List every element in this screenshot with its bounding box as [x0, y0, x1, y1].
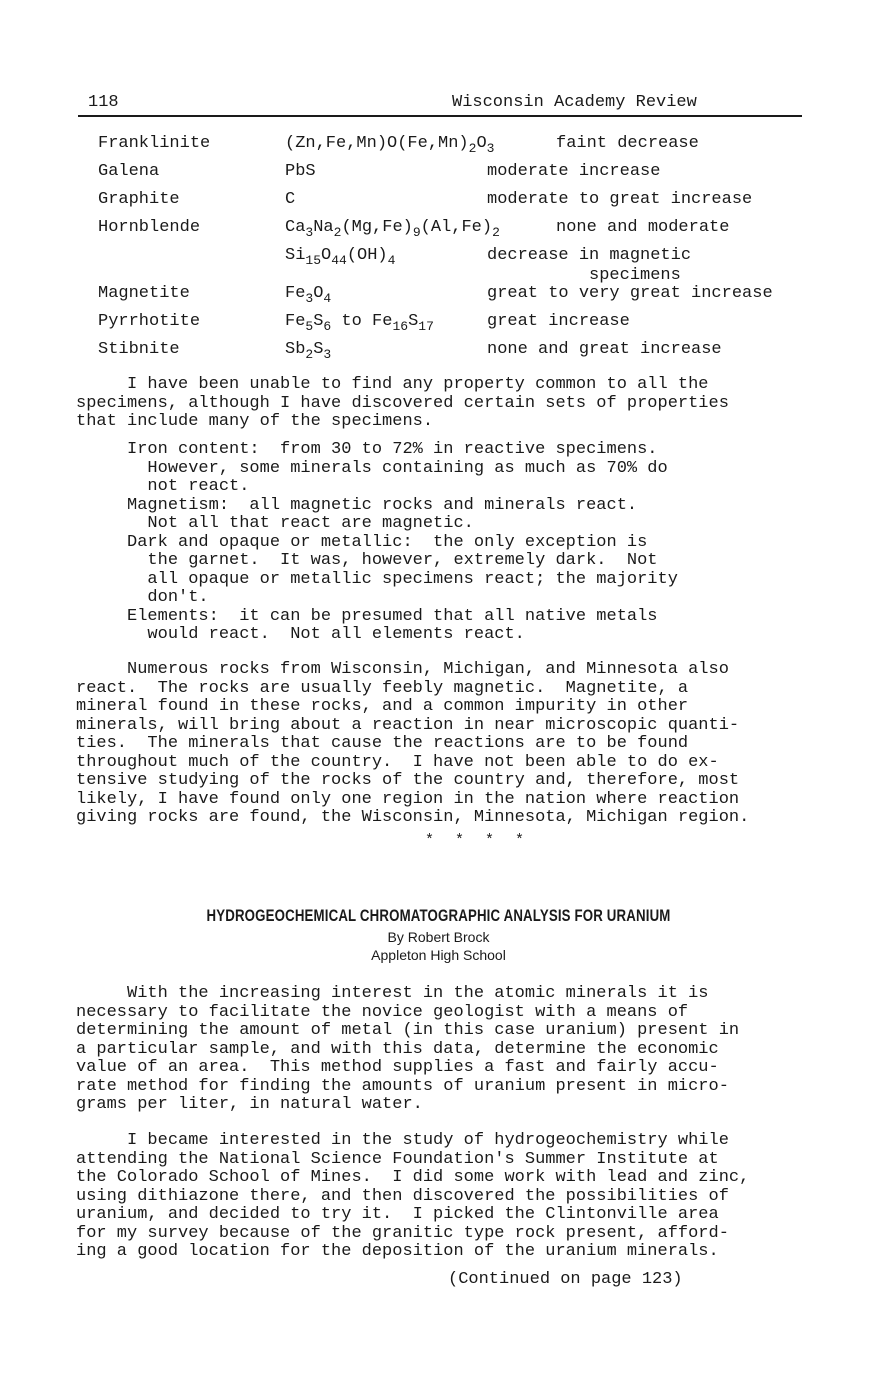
mineral-name: Pyrrhotite	[98, 312, 201, 331]
mineral-formula: C	[285, 190, 296, 209]
mineral-formula: $Fe_3O_4$	[285, 284, 332, 306]
mineral-name: Galena	[98, 162, 160, 181]
mineral-reaction: moderate to great increase	[487, 190, 753, 209]
mineral-reaction: great increase	[487, 312, 630, 331]
section-divider: * * * *	[425, 832, 531, 849]
mineral-formula: $Sb_2S_3$	[285, 340, 332, 362]
mineral-name: Stibnite	[98, 340, 180, 359]
article-byline: By Robert Brock	[387, 929, 490, 945]
article-school: Appleton High School	[371, 947, 506, 963]
mineral-formula: $Ca_3Na_2(Mg,Fe)_9(Al,Fe)_2$	[285, 218, 500, 240]
page-number: 118	[88, 93, 119, 112]
mineral-formula: $Si_{15}O_{44}(OH)_4$	[285, 246, 396, 268]
mineral-formula: $(Zn,Fe,Mn)O(Fe,Mn)_2O_3$	[285, 134, 495, 156]
mineral-reaction: none and great increase	[487, 340, 722, 359]
mineral-reaction: faint decrease	[556, 134, 699, 153]
mineral-reaction: decrease in magnetic specimens	[487, 246, 692, 285]
mineral-formula: PbS	[285, 162, 316, 181]
mineral-name: Graphite	[98, 190, 180, 209]
mineral-formula: $Fe_5S_6$ to $Fe_{16}S_{17}$	[285, 312, 434, 334]
paragraph-background: I became interested in the study of hydrogeochemistry while attending the National Science Foundation's Summer Institute at the Colorado School of Mines. I did some work with lead and zinc, using dithiazone there, and then discovered the possibilities of uranium, and decided to try it. I picked the Clintonville area for my survey because of the granitic type rock present, afford- ing a good location for the deposition of the uranium minerals.	[76, 1131, 750, 1261]
paragraph-properties-intro: I have been unable to find any property common to all the specimens, although I have discovered certain sets of properties that include many of the specimens.	[76, 375, 729, 431]
mineral-name: Franklinite	[98, 134, 211, 153]
mineral-name: Magnetite	[98, 284, 190, 303]
mineral-reaction: moderate increase	[487, 162, 661, 181]
mineral-reaction: great to very great increase	[487, 284, 773, 303]
mineral-name: Hornblende	[98, 218, 201, 237]
article-title: HYDROGEOCHEMICAL CHROMATOGRAPHIC ANALYSIS FOR URANIUM	[206, 906, 671, 925]
paragraph-rocks: Numerous rocks from Wisconsin, Michigan, and Minnesota also react. The rocks are usually feebly magnetic. Magnetite, a mineral found in these rocks, and a common impurity in other minerals, will bring about a reaction in near microscopic quanti- ties. The minerals that cause the reactions are to be found throughout much of the country. I have not been able to do ex- tensive studying of the rocks of the country and, therefore, most likely, I have found only one region in the nation where reaction giving rocks are found, the Wisconsin, Minnesota, Michigan region.	[76, 660, 750, 827]
property-list: Iron content: from 30 to 72% in reactive specimens. However, some minerals containing as much as 70% do not react. Magnetism: all magnetic rocks and minerals react. Not all that react are magnetic. Dark and opaque or metallic: the only exception is the garnet. It was, however, extremely dark. Not all opaque or metallic specimens react; the majority don't. Elements: it can be presumed that all native metals would react. Not all elements react.	[127, 440, 678, 644]
header-rule	[78, 115, 802, 117]
mineral-reaction: none and moderate	[556, 218, 730, 237]
paragraph-intro: With the increasing interest in the atomic minerals it is necessary to facilitate the novice geologist with a means of determining the amount of metal (in this case uranium) present in a particular sample, and with this data, determine the economic value of an area. This method supplies a fast and fairly accu- rate method for finding the amounts of uranium present in micro- grams per liter, in natural water.	[76, 984, 740, 1114]
continued-note: (Continued on page 123)	[448, 1270, 683, 1289]
journal-title: Wisconsin Academy Review	[452, 93, 697, 112]
